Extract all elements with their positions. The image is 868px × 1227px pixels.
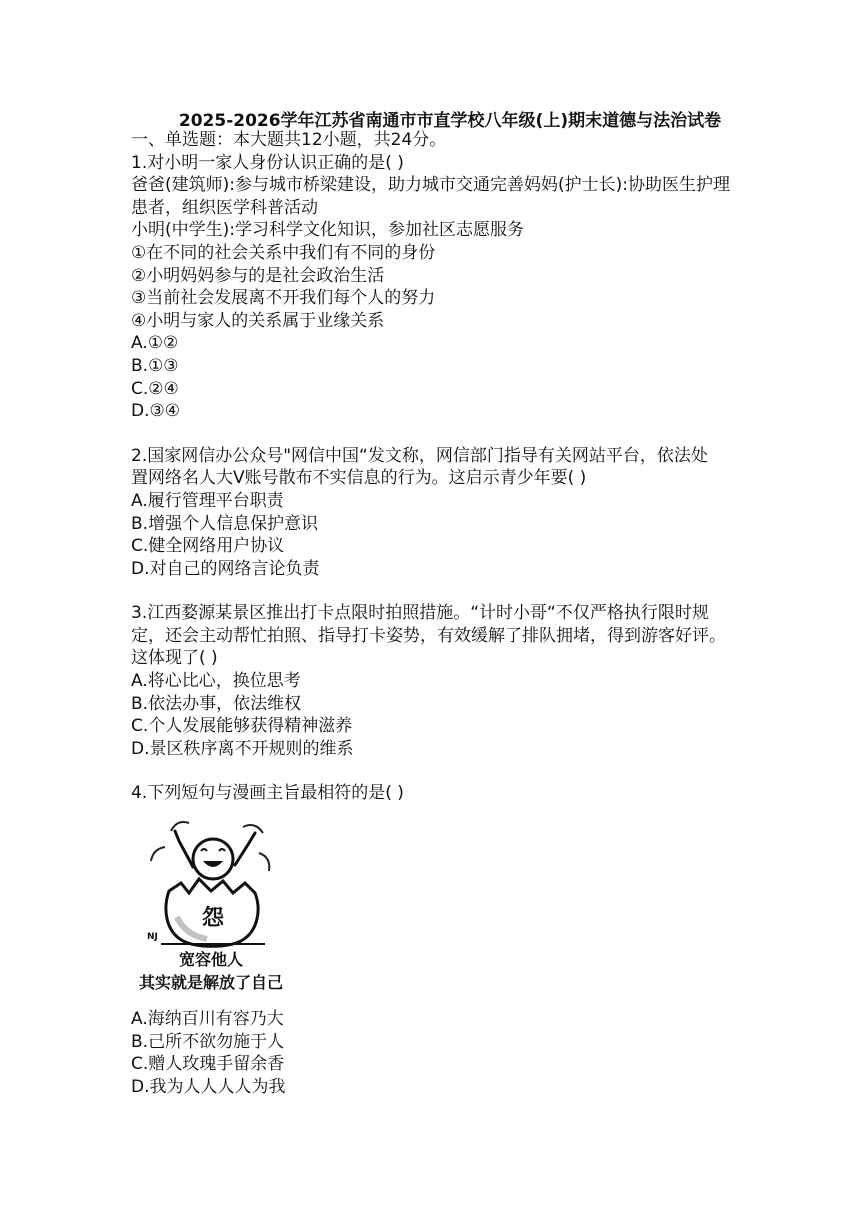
question-3-option-d: D.景区秩序离不开规则的维系 [131, 738, 354, 759]
artist-signature: NJ [147, 932, 158, 943]
comic-caption-line-2: 其实就是解放了自己 [138, 973, 283, 993]
question-1-option-a: A.①② [131, 333, 179, 354]
question-2-option-c: C.健全网络用户协议 [131, 536, 285, 557]
question-1-stem: 1.对小明一家人身份认识正确的是( ) [131, 152, 404, 173]
question-2-stem: 置网络名人大V账号散布不实信息的行为。这启示青少年要( ) [131, 468, 587, 489]
question-2-option-d: D.对自己的网络言论负责 [131, 558, 320, 579]
question-4 [131, 782, 741, 1098]
question-4-option-a: A.海纳百川有容乃大 [131, 1009, 284, 1030]
egg-character: 怨 [201, 905, 225, 932]
right-arm [235, 833, 255, 865]
motion-line [151, 847, 165, 861]
question-2-option-b: B.增强个人信息保护意识 [131, 513, 319, 534]
question-3-stem: 定，还会主动帮忙拍照、指导打卡姿势，有效缓解了排队拥堵，得到游客好评。 [131, 625, 726, 646]
question-1-info-line: 小明(中学生):学习科学文化知识，参加社区志愿服务 [131, 220, 524, 241]
section-heading: 一、单选题：本大题共12小题，共24分。 [131, 130, 447, 150]
exam-title: 2025-2026学年江苏省南通市市直学校八年级(上)期末道德与法治试卷 [178, 111, 722, 131]
motion-line [171, 822, 189, 831]
motion-line [243, 825, 263, 833]
question-3-option-b: B.依法办事，依法维权 [131, 693, 302, 714]
spacer [131, 423, 741, 445]
comic-illustration [131, 813, 291, 998]
question-1-info-line: 患者，组织医学科普活动 [131, 197, 318, 218]
question-3-stem: 这体现了( ) [131, 648, 218, 669]
motion-line [259, 853, 269, 871]
spacer [131, 580, 741, 602]
comic-caption-line-1: 宽容他人 [178, 950, 243, 970]
question-4-option-b: B.己所不欲勿施于人 [131, 1031, 285, 1052]
question-1-option-d: D.③④ [131, 401, 180, 422]
question-1-statement: ②小明妈妈参与的是社会政治生活 [131, 265, 385, 286]
question-1-info-line: 爸爸(建筑师):参与城市桥梁建设，助力城市交通完善妈妈(护士长):协助医生护理 [131, 175, 730, 196]
comic-caption [131, 948, 291, 994]
exam-content [131, 129, 741, 1098]
person-head [193, 839, 233, 879]
question-1-statement: ④小明与家人的关系属于业缘关系 [131, 310, 385, 331]
question-3-option-c: C.个人发展能够获得精神滋养 [131, 716, 353, 737]
question-2-option-a: A.履行管理平台职责 [131, 490, 284, 511]
question-1-option-b: B.①③ [131, 355, 179, 376]
question-1-statement: ③当前社会发展离不开我们每个人的努力 [131, 288, 436, 309]
question-4-stem: 4.下列短句与漫画主旨最相符的是( ) [131, 783, 404, 804]
question-3 [131, 602, 741, 760]
question-1-statement: ①在不同的社会关系中我们有不同的身份 [131, 242, 436, 263]
question-4-option-c: C.赠人玫瑰手留余香 [131, 1054, 285, 1075]
question-2 [131, 445, 741, 581]
question-1-option-c: C.②④ [131, 378, 179, 399]
question-3-option-a: A.将心比心，换位思考 [131, 671, 301, 692]
question-2-stem: 2.国家网信办公众号"网信中国“发文称，网信部门指导有关网站平台，依法处 [131, 445, 708, 466]
spacer [131, 760, 741, 782]
question-1 [131, 152, 741, 423]
question-3-stem: 3.江西婺源某景区推出打卡点限时拍照措施。“计时小哥“不仅严格执行限时规 [131, 603, 709, 624]
left-arm [175, 831, 193, 867]
question-4-option-d: D.我为人人人人为我 [131, 1076, 286, 1097]
comic-drawing [131, 813, 291, 948]
